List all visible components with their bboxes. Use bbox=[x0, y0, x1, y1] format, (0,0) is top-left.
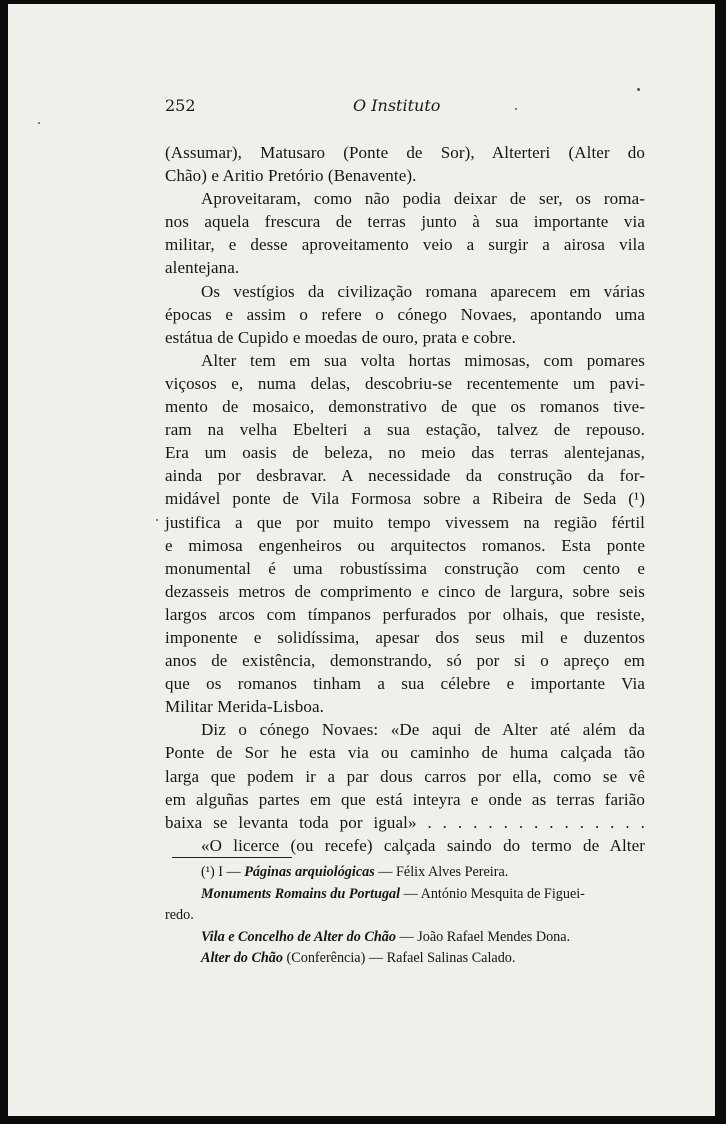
text-line: anos de existência, demonstrando, só por si o apreço em bbox=[165, 651, 645, 671]
footnote-author: — Félix Alves Pereira. bbox=[378, 864, 509, 880]
text-line: ram na velha Ebelteri a sua estação, talvez de repouso. bbox=[165, 420, 645, 440]
dust-speck bbox=[156, 519, 158, 521]
text-line: estátua de Cupido e moedas de ouro, prata e cobre. bbox=[165, 327, 517, 347]
footnote-author: (Conferência) — Rafael Salinas Calado. bbox=[286, 950, 516, 966]
footnote-continuation: redo. bbox=[165, 907, 194, 923]
body-text bbox=[165, 141, 645, 857]
text-line: Ponte de Sor he esta via ou caminho de huma calçada tão bbox=[165, 743, 645, 763]
footnote bbox=[165, 884, 645, 906]
footnote-divider bbox=[172, 857, 292, 858]
text-line: Aproveitaram, como não podia deixar de ser, os roma- bbox=[201, 189, 645, 209]
text-line: ainda por desbravar. A necessidade da construção da for- bbox=[165, 466, 645, 486]
text-line: viçosos e, numa delas, descobriu-se recentemente um pavi- bbox=[165, 373, 645, 393]
footnote-title: Páginas arquiológicas bbox=[244, 864, 375, 880]
footnote-author: — António Mesquita de Figuei- bbox=[403, 885, 585, 902]
text-line: alentejana. bbox=[165, 258, 240, 278]
text-line: justifica a que por muito tempo vivessem na região fértil bbox=[165, 512, 645, 532]
text-line: Os vestígios da civilização romana aparecem em várias bbox=[201, 281, 645, 301]
dust-speck bbox=[515, 108, 517, 110]
footnote-title: Vila e Concelho de Alter do Chão bbox=[201, 928, 396, 945]
text-line: Chão) e Aritio Pretório (Benavente). bbox=[165, 166, 417, 186]
text-line: baixa se levanta toda por igual» . . . . . . . . . . . . . . . bbox=[165, 812, 645, 832]
running-title: O Instituto bbox=[353, 96, 441, 115]
text-line: Alter tem em sua volta hortas mimosas, com pomares bbox=[201, 350, 645, 370]
text-line: larga que podem ir a par dous carros por ella, como se vê bbox=[165, 766, 645, 786]
page-header bbox=[165, 96, 645, 118]
text-line: Diz o cónego Novaes: «De aqui de Alter até além da bbox=[201, 720, 645, 740]
footnote-title: Alter do Chão bbox=[201, 950, 283, 966]
text-line: nos aquela frescura de terras junto à sua importante via bbox=[165, 212, 645, 232]
footnote-author: — João Rafael Mendes Dona. bbox=[399, 928, 571, 945]
text-line: Militar Merida-Lisboa. bbox=[165, 697, 324, 717]
text-line: midável ponte de Vila Formosa sobre a Ribeira de Seda (¹) bbox=[165, 489, 645, 509]
text-line: dezasseis metros de comprimento e cinco de largura, sobre seis bbox=[165, 581, 645, 601]
dust-speck bbox=[38, 122, 40, 124]
footnote bbox=[165, 948, 645, 970]
text-line: em alguñas partes em que está inteyra e onde as terras farião bbox=[165, 789, 645, 809]
text-line: (Assumar), Matusaro (Ponte de Sor), Alterteri (Alter do bbox=[165, 143, 645, 162]
text-line: épocas e assim o refere o cónego Novaes, apontando uma bbox=[165, 304, 645, 324]
text-line: mento de mosaico, demonstrativo de que os romanos tive- bbox=[165, 397, 645, 417]
dust-speck bbox=[637, 88, 640, 91]
text-line: «O licerce (ou recefe) calçada saindo do termo de Alter bbox=[201, 835, 645, 855]
text-line: monumental é uma robustíssima construção com cento e bbox=[165, 558, 645, 578]
footnote-title: Monuments Romains du Portugal bbox=[201, 885, 401, 902]
text-line: e mimosa engenheiros ou arquitectos romanos. Esta ponte bbox=[165, 535, 645, 555]
footnote-marker: (¹) bbox=[201, 864, 215, 880]
scanned-page bbox=[8, 4, 715, 1116]
text-line: imponente e solidíssima, apesar dos seus mil e duzentos bbox=[165, 627, 645, 647]
text-line: largos arcos com tímpanos perfurados por olhais, que resiste, bbox=[165, 604, 645, 624]
footnotes bbox=[165, 862, 645, 970]
text-line: Era um oasis de beleza, no meio das terras alentejanas, bbox=[165, 443, 645, 463]
footnote-prefix: I — bbox=[218, 864, 241, 880]
text-line: militar, e desse aproveitamento veio a surgir a airosa vila bbox=[165, 235, 645, 255]
footnote bbox=[165, 862, 645, 884]
text-line: que os romanos tinham a sua célebre e importante Via bbox=[165, 674, 645, 694]
footnote bbox=[165, 927, 645, 949]
page-number: 252 bbox=[165, 96, 196, 115]
